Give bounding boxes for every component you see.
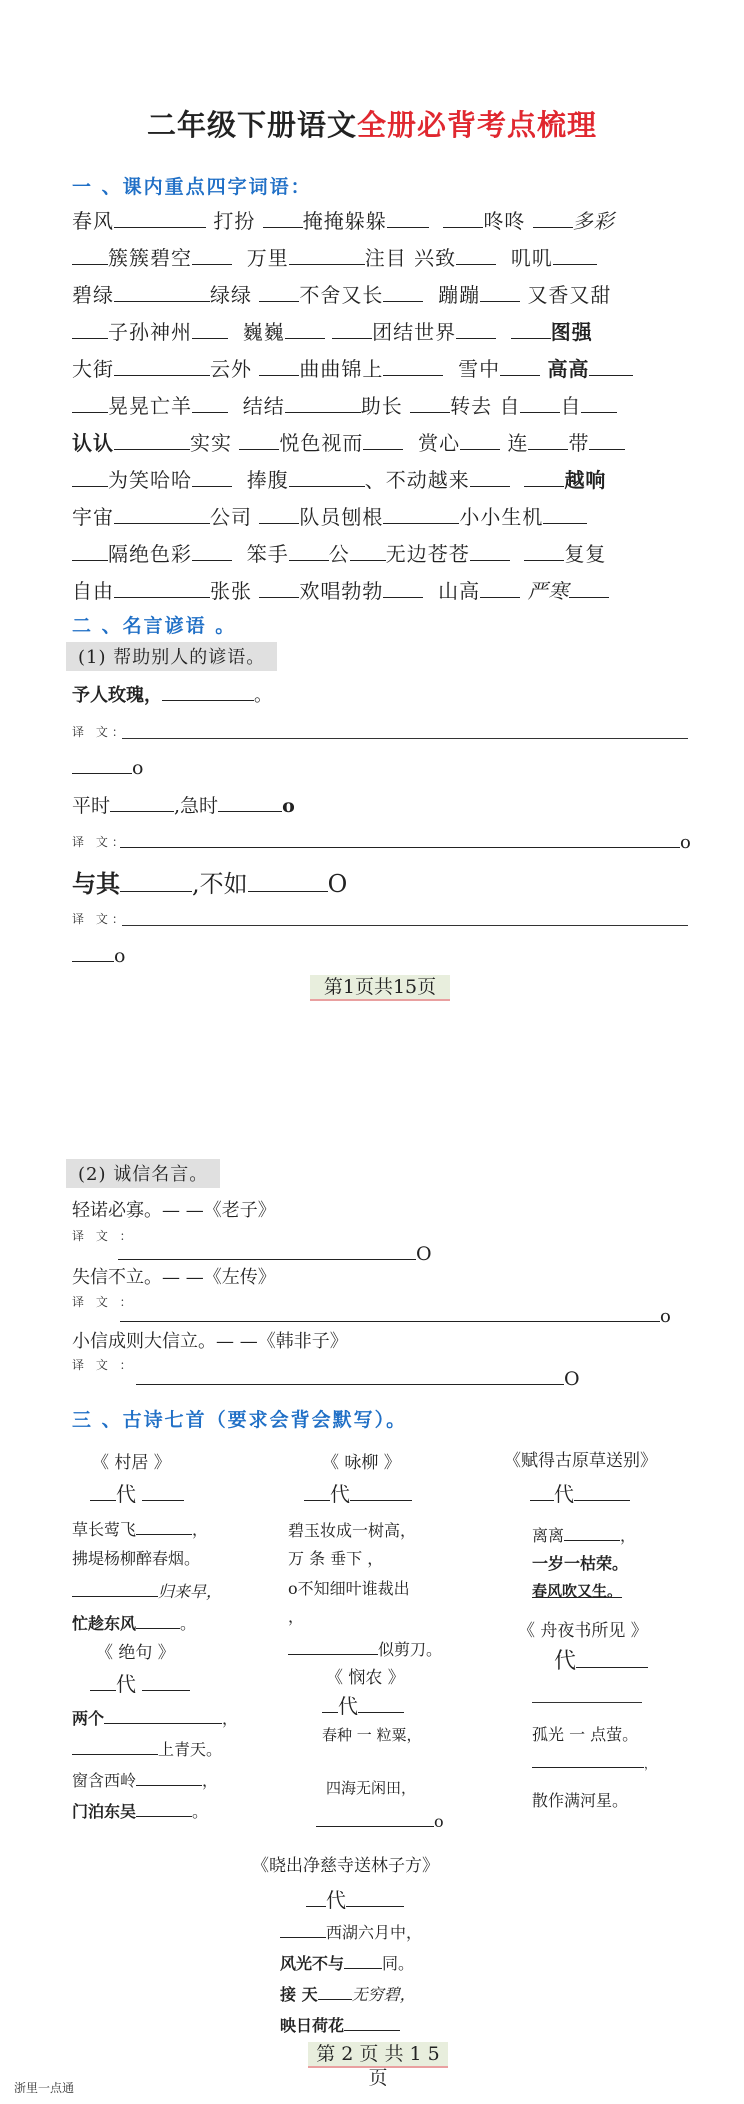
- motto-2: 失信不立。— —《左传》: [72, 1267, 276, 1288]
- poem-jueju-dynasty: 代: [90, 1668, 190, 1697]
- translation-label: 译 文：: [72, 835, 128, 849]
- poem-zhouye-dynasty: 代: [554, 1644, 648, 1675]
- vocab-row-9: 宇宙 公司 队员刨根 小小生机: [72, 505, 682, 529]
- vocab-row-11: 自由 张张 欢唱勃勃 山高 严寒: [72, 579, 682, 603]
- subsection-1-label: (1) 帮助别人的谚语。: [66, 642, 277, 671]
- answer-line: [122, 738, 688, 739]
- vocab-row-5: 大街 云外 曲曲锦上 雪中 高高: [72, 357, 682, 381]
- poem-jueju-line-3: 窗含西岭 ，: [72, 1767, 218, 1791]
- vocab-row-3: 碧绿 绿绿 不舍又长 蹦蹦 又香又甜: [72, 283, 612, 307]
- vocab-row-8: 为笑哈哈 捧腹 、不动越来 越响: [72, 468, 682, 492]
- translation-label: 译 文 ：: [72, 1229, 136, 1243]
- answer-line: O: [136, 1366, 580, 1390]
- section-3-heading: 三 、古诗七首（要求会背会默写）。: [72, 1409, 408, 1431]
- vocab-row-2: 簇簇碧空 万里 注目 兴致 叽叽: [72, 246, 682, 270]
- translation-label: 译 文 ：: [72, 1358, 136, 1372]
- poem-cunju-line-3: 归来早，: [72, 1578, 222, 1602]
- vocab-row-4: 子孙神州 巍巍 团结世界 图强: [72, 320, 682, 344]
- poem-jueju-line-2: 上青天。: [72, 1736, 222, 1760]
- poem-jueju-line-1: 两个 ，: [72, 1705, 238, 1729]
- poem-zhouye-line-3: ，: [532, 1755, 656, 1772]
- poem-zhouye-line-2: 孤光 一 点萤。: [532, 1725, 639, 1744]
- answer-line: o: [120, 1303, 671, 1327]
- poem-yongliu-line-2: 万 条 垂下 ，: [288, 1549, 384, 1568]
- poem-minnong-line-3: o: [316, 1808, 444, 1831]
- poem-yongliu-line-3: o不知细叶谁裁出: [288, 1579, 410, 1598]
- answer-line-end: o: [72, 943, 125, 967]
- poem-caosongbie-title: 《赋得古原草送别》: [504, 1451, 657, 1471]
- vocab-row-6: 晃晃亡羊 结结 助长 转去 自 自: [72, 394, 682, 418]
- poem-xiaochu-line-1: 西湖六月中，: [280, 1919, 422, 1943]
- answer-line: o: [120, 829, 691, 853]
- poem-jueju-title: 《 绝句 》: [96, 1643, 175, 1663]
- poem-zhouye-line-4: 散作满河星。: [532, 1791, 629, 1810]
- proverb-2: 平时 ,急时 o: [72, 795, 295, 817]
- section-1-heading: 一 、课内重点四字词语：: [72, 176, 312, 198]
- poem-minnong-line-2: 四海无闲田，: [326, 1779, 417, 1797]
- poem-minnong-line-1: 春种 一 粒粟，: [322, 1726, 422, 1744]
- page-title: [0, 103, 744, 144]
- poem-cunju-line-4: 忙趁东风 。: [72, 1610, 196, 1634]
- poem-caosongbie-line-3: 春风吹又生。: [532, 1582, 623, 1600]
- poem-yongliu-title: 《 咏柳 》: [322, 1453, 401, 1473]
- poem-cunju-line-2: 拂堤杨柳醉春烟。: [72, 1549, 201, 1568]
- answer-line: [122, 925, 688, 926]
- poem-cunju-dynasty: 代: [90, 1478, 184, 1507]
- poem-minnong-title: 《 悯农 》: [326, 1668, 405, 1688]
- poem-yongliu-line-3b: ，: [288, 1607, 305, 1626]
- answer-line-end: o: [72, 755, 143, 779]
- poem-zhouye-title: 《 舟夜书所见 》: [518, 1621, 648, 1641]
- proverb-3: 与其 ,不如 O: [72, 869, 348, 898]
- poem-yongliu-line-1: 碧玉妆成一树高，: [288, 1521, 417, 1540]
- poem-yongliu-line-4: 似剪刀。: [288, 1636, 442, 1660]
- poem-caosongbie-line-2: 一岁一枯荣。: [532, 1554, 629, 1573]
- poem-caosongbie-line-1: 离离 ，: [532, 1522, 636, 1546]
- motto-3: 小信成则大信立。— —《韩非子》: [72, 1331, 348, 1352]
- vocab-row-10: 隔绝色彩 笨手 公 无边苍苍 复复: [72, 542, 682, 566]
- subsection-2-label: (2) 诚信名言。: [66, 1159, 220, 1188]
- footer-watermark: 浙里一点通: [14, 2081, 75, 2095]
- poem-xiaochu-dynasty: 代: [306, 1884, 404, 1913]
- poem-cunju-line-1: 草长莺飞 ，: [72, 1516, 208, 1540]
- proverb-1: 予人玫瑰， 。: [72, 681, 272, 707]
- poem-yongliu-dynasty: 代: [304, 1478, 412, 1507]
- page-number-2: 第 2 页 共 1 5 页: [308, 2042, 448, 2068]
- vocab-row-7: 认认 实实 悦色视而 赏心 连 带: [72, 431, 682, 455]
- poem-caosongbie-dynasty: 代: [530, 1478, 630, 1507]
- poem-xiaochu-line-3: 接 天 无穷碧，: [280, 1981, 416, 2005]
- poem-jueju-line-4: 门泊东吴 。: [72, 1798, 208, 1822]
- poem-zhouye-line-1: [532, 1702, 642, 1703]
- poem-minnong-dynasty: 代: [322, 1690, 404, 1719]
- answer-line: O: [118, 1241, 432, 1265]
- poem-xiaochu-title: 《晓出净慈寺送林子方》: [252, 1856, 439, 1876]
- vocab-row-1: 春风 打扮 掩掩躲躲 咚咚 多彩: [72, 209, 615, 233]
- poem-xiaochu-line-2: 风光不与 同。: [280, 1950, 414, 1974]
- translation-label: 译 文 ：: [72, 1295, 136, 1309]
- translation-label: 译 文：: [72, 912, 128, 926]
- title-main: 二年级下册语文: [146, 108, 357, 142]
- page-number-1: 第1页共15页: [310, 975, 450, 1001]
- title-highlight: 全册必背考点梳理: [357, 108, 598, 142]
- section-2-heading: 二 、名言谚语 。: [72, 615, 237, 637]
- motto-1: 轻诺必寡。— —《老子》: [72, 1200, 276, 1221]
- translation-label: 译 文：: [72, 725, 128, 739]
- poem-cunju-title: 《 村居 》: [92, 1453, 171, 1473]
- poem-xiaochu-line-4: 映日荷花: [280, 2012, 400, 2036]
